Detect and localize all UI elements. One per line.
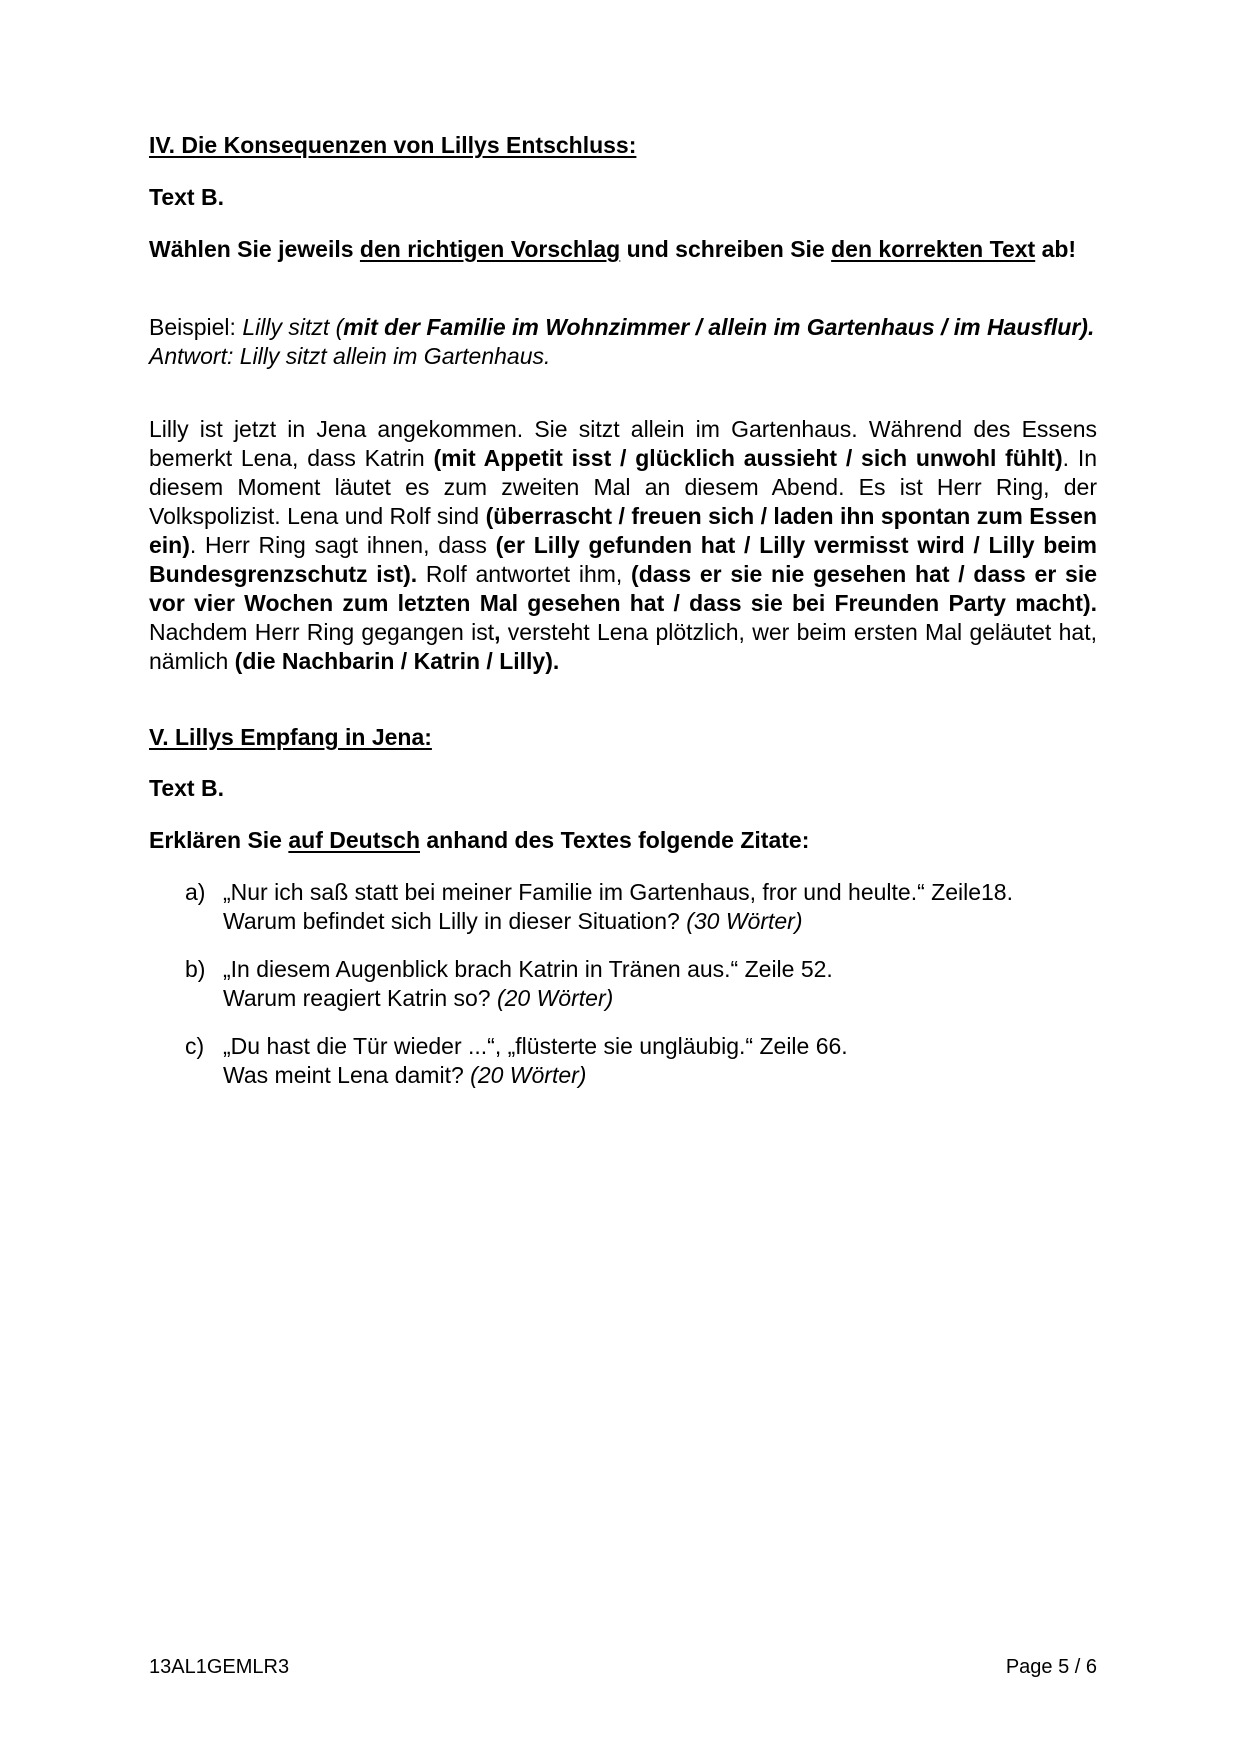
instruction-underlined: auf Deutsch (288, 827, 420, 853)
paragraph-text: versteht Lena plötzlich, wer beim ersten Mal geläutet hat, nämlich (149, 619, 1097, 674)
footer-document-code: 13AL1GEMLR3 (149, 1656, 290, 1678)
instruction-text: anhand des Textes folgende Zitate: (420, 827, 810, 853)
choice-options: (dass er sie nie gesehen hat / dass er sie vor vier Wochen zum letzten Mal gesehen hat / dass sie bei Freunden Party macht). (149, 561, 1097, 616)
example-answer: Antwort: Lilly sitzt allein im Gartenhaus. (149, 343, 551, 369)
section-5-text-ref: Text B. (149, 775, 224, 801)
instruction-underlined: den korrekten Text (831, 236, 1036, 262)
choice-options: (er Lilly gefunden hat / Lilly vermisst wird / Lilly beim Bundesgrenzschutz ist). (149, 532, 1097, 587)
item-quote: „Nur ich saß statt bei meiner Familie im Gartenhaus, fror und heulte.“ Zeile18. (223, 879, 1013, 905)
section-4-heading: IV. Die Konsequenzen von Lillys Entschluss: (149, 132, 637, 158)
paragraph-text: Lilly ist jetzt in Jena angekommen. Sie sitzt allein im Gartenhaus. Während des Essens bemerkt Lena, dass Katrin (149, 416, 1097, 471)
item-quote: „Du hast die Tür wieder ...“, „flüsterte sie ungläubig.“ Zeile 66. (223, 1033, 848, 1059)
gap-fill-paragraph (149, 415, 1097, 676)
section-5-heading: V. Lillys Empfang in Jena: (149, 724, 432, 750)
item-quote: „In diesem Augenblick brach Katrin in Tränen aus.“ Zeile 52. (223, 956, 833, 982)
instruction-text: ab! (1035, 236, 1077, 262)
item-label: c) (185, 1033, 205, 1059)
instruction-text: Erklären Sie (149, 827, 289, 853)
choice-options: (mit Appetit isst / glücklich aussieht / sich unwohl fühlt) (433, 445, 1063, 471)
item-label: a) (185, 879, 206, 905)
item-question: Was meint Lena damit? (223, 1062, 471, 1088)
paragraph-text: . In diesem Moment läutet es zum zweiten Mal an diesem Abend. Es ist Herr Ring, der Volkspolizist. Lena und Rolf sind (149, 445, 1097, 529)
item-question: Warum befindet sich Lilly in dieser Situation? (223, 908, 687, 934)
item-body (223, 878, 1083, 936)
choice-options: (überrascht / freuen sich / laden ihn spontan zum Essen ein) (149, 503, 1097, 558)
section-4-instruction (149, 235, 1097, 264)
example-options: mit der Familie im Wohnzimmer / allein im Gartenhaus / im Hausflur). (343, 314, 1095, 340)
example-block (149, 313, 1097, 371)
section-4-text-ref: Text B. (149, 184, 224, 210)
item-question-line (223, 984, 1083, 1013)
item-body (223, 955, 1083, 1013)
item-question-line (223, 907, 1083, 936)
footer-page-number: Page 5 / 6 (1005, 1656, 1097, 1678)
choice-options: (die Nachbarin / Katrin / Lilly). (234, 648, 560, 674)
instruction-text: Wählen Sie jeweils (149, 236, 360, 262)
instruction-underlined: den richtigen Vorschlag (359, 236, 621, 262)
instruction-text: und schreiben Sie (620, 236, 832, 262)
item-word-count: (20 Wörter) (496, 985, 614, 1011)
item-word-count: (30 Wörter) (686, 908, 803, 934)
paragraph-text: . Herr Ring sagt ihnen, dass (189, 532, 496, 558)
item-body (223, 1032, 1083, 1090)
example-label: Beispiel: (149, 314, 243, 340)
item-question-line (223, 1061, 1083, 1090)
paragraph-comma: , (494, 619, 501, 645)
paragraph-text: Rolf antwortet ihm, (417, 561, 632, 587)
example-lead: Lilly sitzt ( (242, 314, 344, 340)
section-5-instruction (149, 826, 1097, 855)
paragraph-text: Nachdem Herr Ring gegangen ist (149, 619, 495, 645)
item-word-count: (20 Wörter) (470, 1062, 587, 1088)
item-label: b) (185, 956, 206, 982)
item-question: Warum reagiert Katrin so? (223, 985, 497, 1011)
